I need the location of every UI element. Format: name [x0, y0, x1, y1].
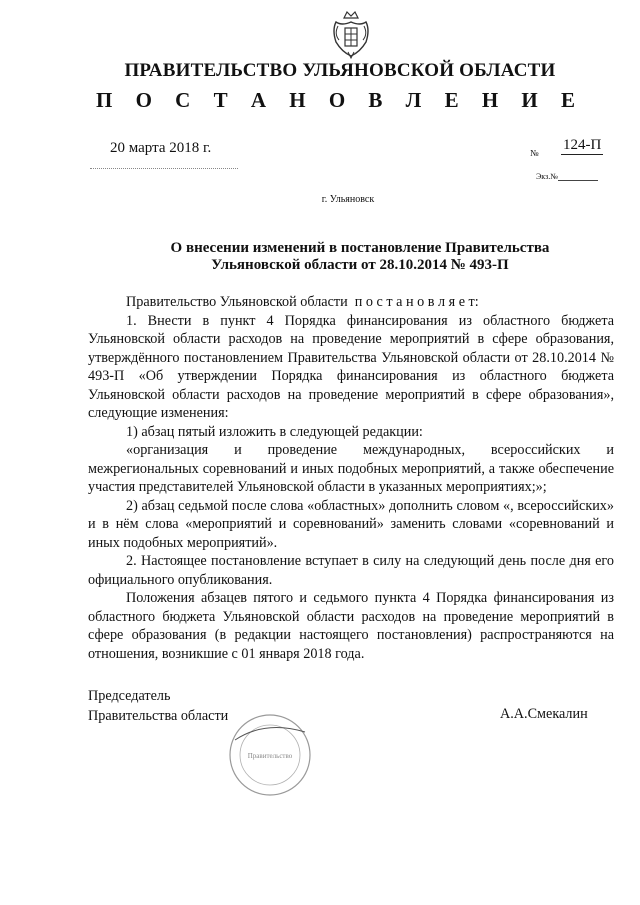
paragraph-3: Положения абзацев пятого и седьмого пункта 4 Порядка финансирования из областного бюджета Ульяновской области расходов на проведение мероприятий в сфере образования (в редакции настоящего постановления) распространяются на отношения, возникшие с 01 января 2018 года. [88, 590, 614, 662]
signatory-title [88, 686, 228, 726]
document-type: П О С Т А Н О В Л Е Н И Е [95, 88, 584, 112]
organization-name: ПРАВИТЕЛЬСТВО УЛЬЯНОВСКОЙ ОБЛАСТИ [124, 60, 556, 81]
official-stamp [225, 710, 315, 800]
intro-verb: п о с т а н о в л я е т: [354, 294, 479, 310]
copy-number-line [558, 180, 598, 181]
paragraph-1-2: 2) абзац седьмой после слова «областных» дополнить словом «, всероссийских» и в нём слова «мероприятий и соревнований» заменить словами «соревнований и иных подобных мероприятий». [88, 497, 614, 551]
paragraph-1-1: 1) абзац пятый изложить в следующей редакции: [126, 423, 423, 440]
paragraph-1: 1. Внести в пункт 4 Порядка финансирования из областного бюджета Ульяновской области расходов на проведение мероприятий в сфере образования, утверждённого постановлением Правительства Ульяновской области от 28.10.2014 № 493-П «Об утверждении Порядка финансирования из областного бюджета Ульяновской области расходов на проведение мероприятий в сфере образования», следующие изменения: [88, 312, 614, 421]
title-line-1: О внесении изменений в постановление Правительства [170, 240, 550, 256]
signatory-name: А.А.Смекалин [500, 706, 588, 722]
signatory-title-line-2: Правительства области [88, 708, 229, 724]
document-date: 20 марта 2018 г. [110, 140, 212, 156]
copy-label: Экз.№ [536, 172, 558, 181]
number-label: № [530, 148, 539, 158]
dotted-divider [90, 168, 238, 169]
paragraph-1-1-text: «организация и проведение международных, всероссийских и межрегиональных соревнований и иных подобных мероприятий, а также обеспечение участия представителей Ульяновской области в указанных мероприятиях;»; [88, 442, 614, 495]
city: г. Ульяновск [321, 194, 375, 205]
paragraph-2: 2. Настоящее постановление вступает в силу на следующий день после дня его официального опубликования. [88, 553, 614, 588]
signatory-title-line-1: Председатель [88, 688, 171, 704]
copy-number [536, 172, 598, 181]
intro-subject: Правительство Ульяновской области [126, 294, 348, 310]
coat-of-arms-emblem [330, 8, 372, 60]
title-line-2: Ульяновской области от 28.10.2014 № 493-П [211, 257, 509, 273]
document-title [120, 240, 600, 274]
stamp-text: Правительство [247, 752, 293, 760]
intro-paragraph [88, 293, 614, 312]
document-number: 124-П [563, 137, 602, 153]
document-body [88, 293, 614, 663]
